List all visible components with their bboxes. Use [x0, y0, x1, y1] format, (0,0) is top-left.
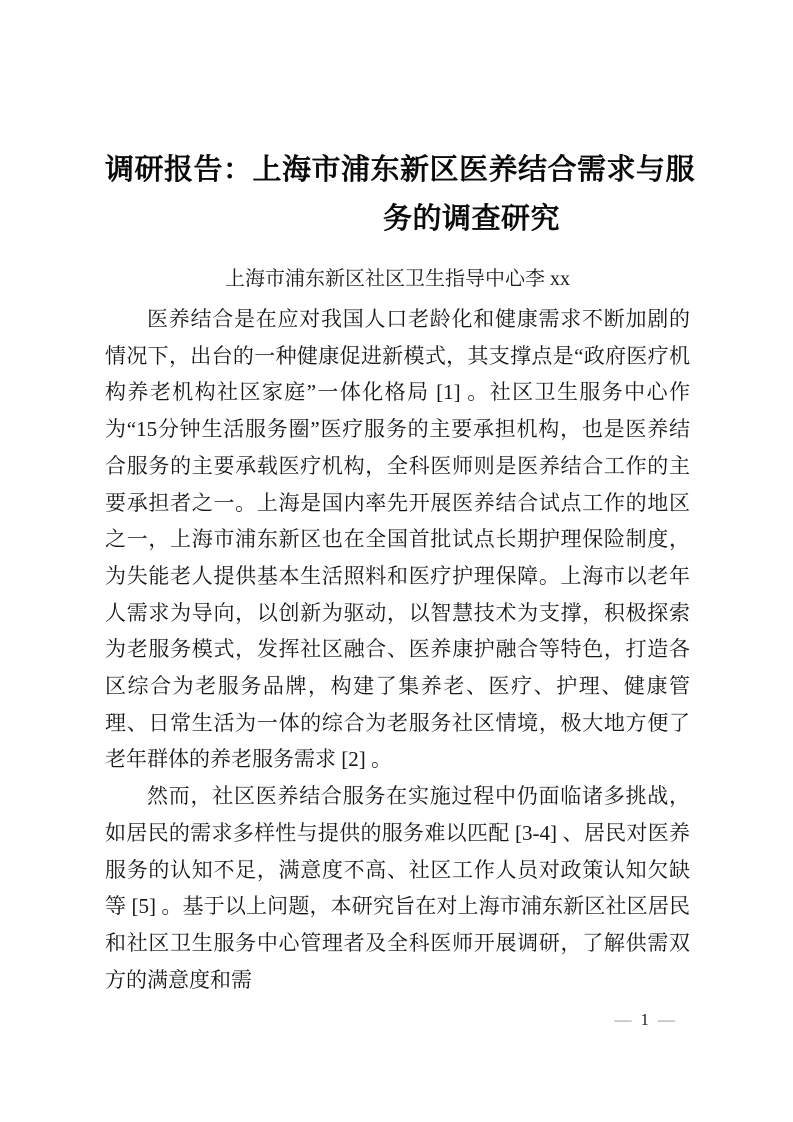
author-byline: 上海市浦东新区社区卫生指导中心李 xx — [225, 268, 570, 290]
page-number: 1 — [640, 1010, 649, 1029]
title-line-1: 调研报告：上海市浦东新区医养结合需求与服 — [105, 154, 696, 186]
footer-dash-left: — — [614, 1010, 632, 1029]
title-line-2: 务的调查研究 — [383, 203, 561, 235]
document-body — [105, 301, 690, 998]
footer-dash-right: — — [658, 1010, 675, 1029]
page-number-footer — [615, 1008, 676, 1032]
paragraph-1: 医养结合是在应对我国人口老龄化和健康需求不断加剧的情况下，出台的一种健康促进新模式，其支撑点是“政府医疗机构养老机构社区家庭”一体化格局 [1] 。社区卫生服务中心作为“15分钟生活服务圈”医疗服务的主要承担机构，也是医养结合服务的主要承载医疗机构，全科医师则是医养结合工作的主要承担者之一。上海是国内率先开展医养结合试点工作的地区之一，上海市浦东新区也在全国首批试点长期护理保险制度，为失能老人提供基本生活照料和医疗护理保障。上海市以老年人需求为导向，以创新为驱动，以智慧技术为支撑，积极探索为老服务模式，发挥社区融合、医养康护融合等特色，打造各区综合为老服务品牌，构建了集养老、医疗、护理、健康管理、日常生活为一体的综合为老服务社区情境，极大地方便了老年群体的养老服务需求 [2] 。 — [105, 307, 690, 772]
document-title — [105, 146, 696, 244]
paragraph-2: 然而，社区医养结合服务在实施过程中仍面临诸多挑战，如居民的需求多样性与提供的服务难以匹配 [3-4] 、居民对医养服务的认知不足，满意度不高、社区工作人员对政策认知欠缺等 [5] 。基于以上问题，本研究旨在对上海市浦东新区社区居民和社区卫生服务中心管理者及全科医师开展调研，了解供需双方的满意度和需 — [105, 784, 690, 992]
